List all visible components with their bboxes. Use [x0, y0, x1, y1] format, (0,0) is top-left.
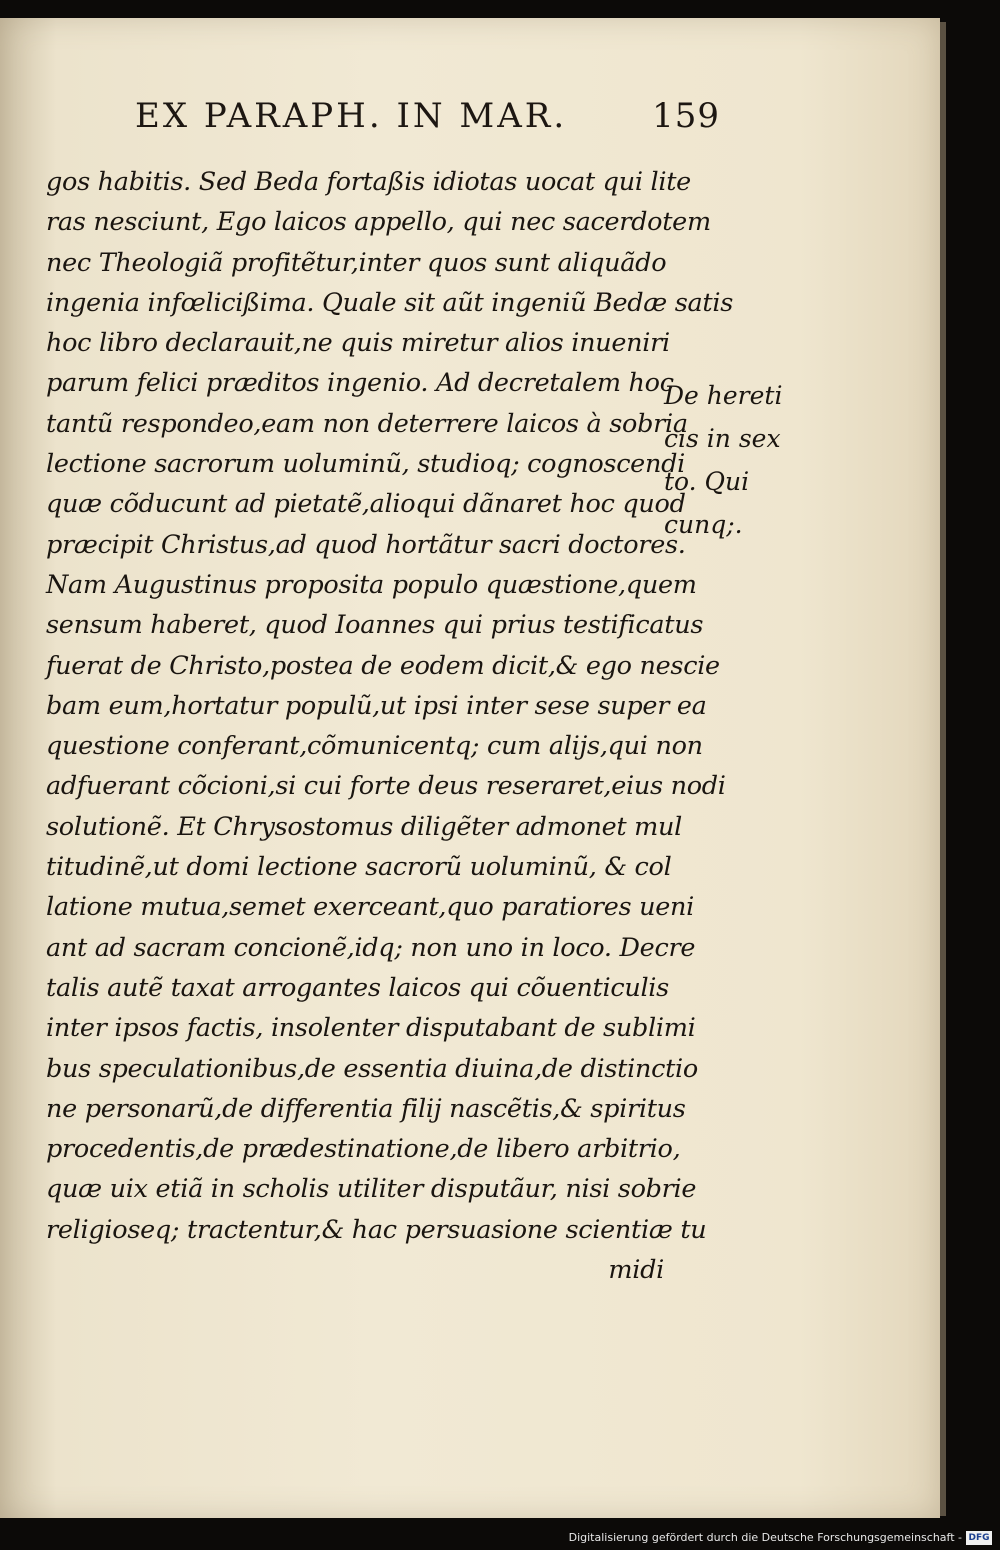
text-line: inter ipsos factis, insolenter disputabant de sublimi	[46, 1013, 696, 1044]
text-line: quæ uix etiã in scholis utiliter disputãur, nisi sobrie	[46, 1174, 697, 1205]
dfg-logo-icon: DFG	[966, 1531, 992, 1545]
text-line: adfuerant cõcioni,si cui forte deus reseraret,eius nodi	[46, 771, 726, 802]
text-line: sensum haberet, quod Ioannes qui prius testificatus	[46, 610, 704, 641]
margin-note-line: to. Qui	[664, 467, 750, 496]
text-line: titudinẽ,ut domi lectione sacrorũ uoluminũ, & col	[46, 852, 672, 883]
footer-credit: Digitalisierung gefördert durch die Deutsche Forschungsgemeinschaft -	[568, 1531, 962, 1544]
text-line: talis autẽ taxat arrogantes laicos qui cõuenticulis	[46, 972, 669, 1003]
text-line: bam eum,hortatur populũ,ut ipsi inter sese super ea	[46, 690, 707, 721]
text-line: gos habitis. Sed Beda fortaßis idiotas uocat qui lite	[46, 167, 691, 197]
text-line: fuerat de Christo,postea de eodem dicit,& ego nescie	[46, 650, 720, 681]
running-head	[135, 96, 720, 146]
margin-note	[664, 374, 814, 546]
text-line: lectione sacrorum uoluminũ, studioq; cognoscendi	[46, 449, 685, 480]
text-line: ingenia infœlicißima. Quale sit aũt ingeniũ Bedæ satis	[46, 287, 734, 318]
text-line: latione mutua,semet exerceant,quo paratiores ueni	[46, 892, 694, 923]
book-page	[0, 18, 940, 1518]
page-edge	[940, 22, 946, 1516]
text-line: Nam Augustinus proposita populo quæstione,quem	[46, 569, 697, 600]
page-number: 159	[652, 96, 720, 136]
text-line: parum felici præditos ingenio. Ad decretalem hoc	[46, 368, 674, 399]
text-line: religioseq; tractentur,& hac persuasione scientiæ tu	[46, 1214, 707, 1245]
text-line: hoc libro declarauit,ne quis miretur alios inueniri	[46, 328, 670, 359]
running-title: EX PARAPH. IN MAR.	[135, 96, 568, 136]
text-line: ant ad sacram concionẽ,idq; non uno in loco. Decre	[46, 932, 696, 963]
text-line: ne personarũ,de differentia filij nascẽtis,& spiritus	[46, 1093, 686, 1124]
text-line: tantũ respondeo,eam non deterrere laicos à sobria	[46, 408, 688, 439]
text-line: bus speculationibus,de essentia diuina,de distinctio	[46, 1053, 698, 1084]
footer-bar	[0, 1518, 1000, 1550]
text-line: questione conferant,cõmunicentq; cum alijs,qui non	[46, 731, 703, 762]
margin-note-line: De hereti	[664, 381, 783, 410]
text-line: nec Theologiã profitẽtur,inter quos sunt aliquãdo	[46, 247, 667, 278]
text-line: solutionẽ. Et Chrysostomus diligẽter admonet mul	[46, 811, 683, 842]
catchword: midi	[608, 1255, 664, 1286]
text-line: ras nesciunt, Ego laicos appello, qui nec sacerdotem	[46, 207, 711, 238]
text-line: præcipit Christus,ad quod hortãtur sacri doctores.	[46, 529, 686, 560]
text-line: quæ cõducunt ad pietatẽ,alioqui dãnaret hoc quod	[46, 489, 686, 520]
margin-note-line: cis in sex	[664, 424, 781, 453]
margin-note-line: cunq;.	[664, 510, 743, 539]
text-line: procedentis,de prædestinatione,de libero arbitrio,	[46, 1134, 681, 1165]
